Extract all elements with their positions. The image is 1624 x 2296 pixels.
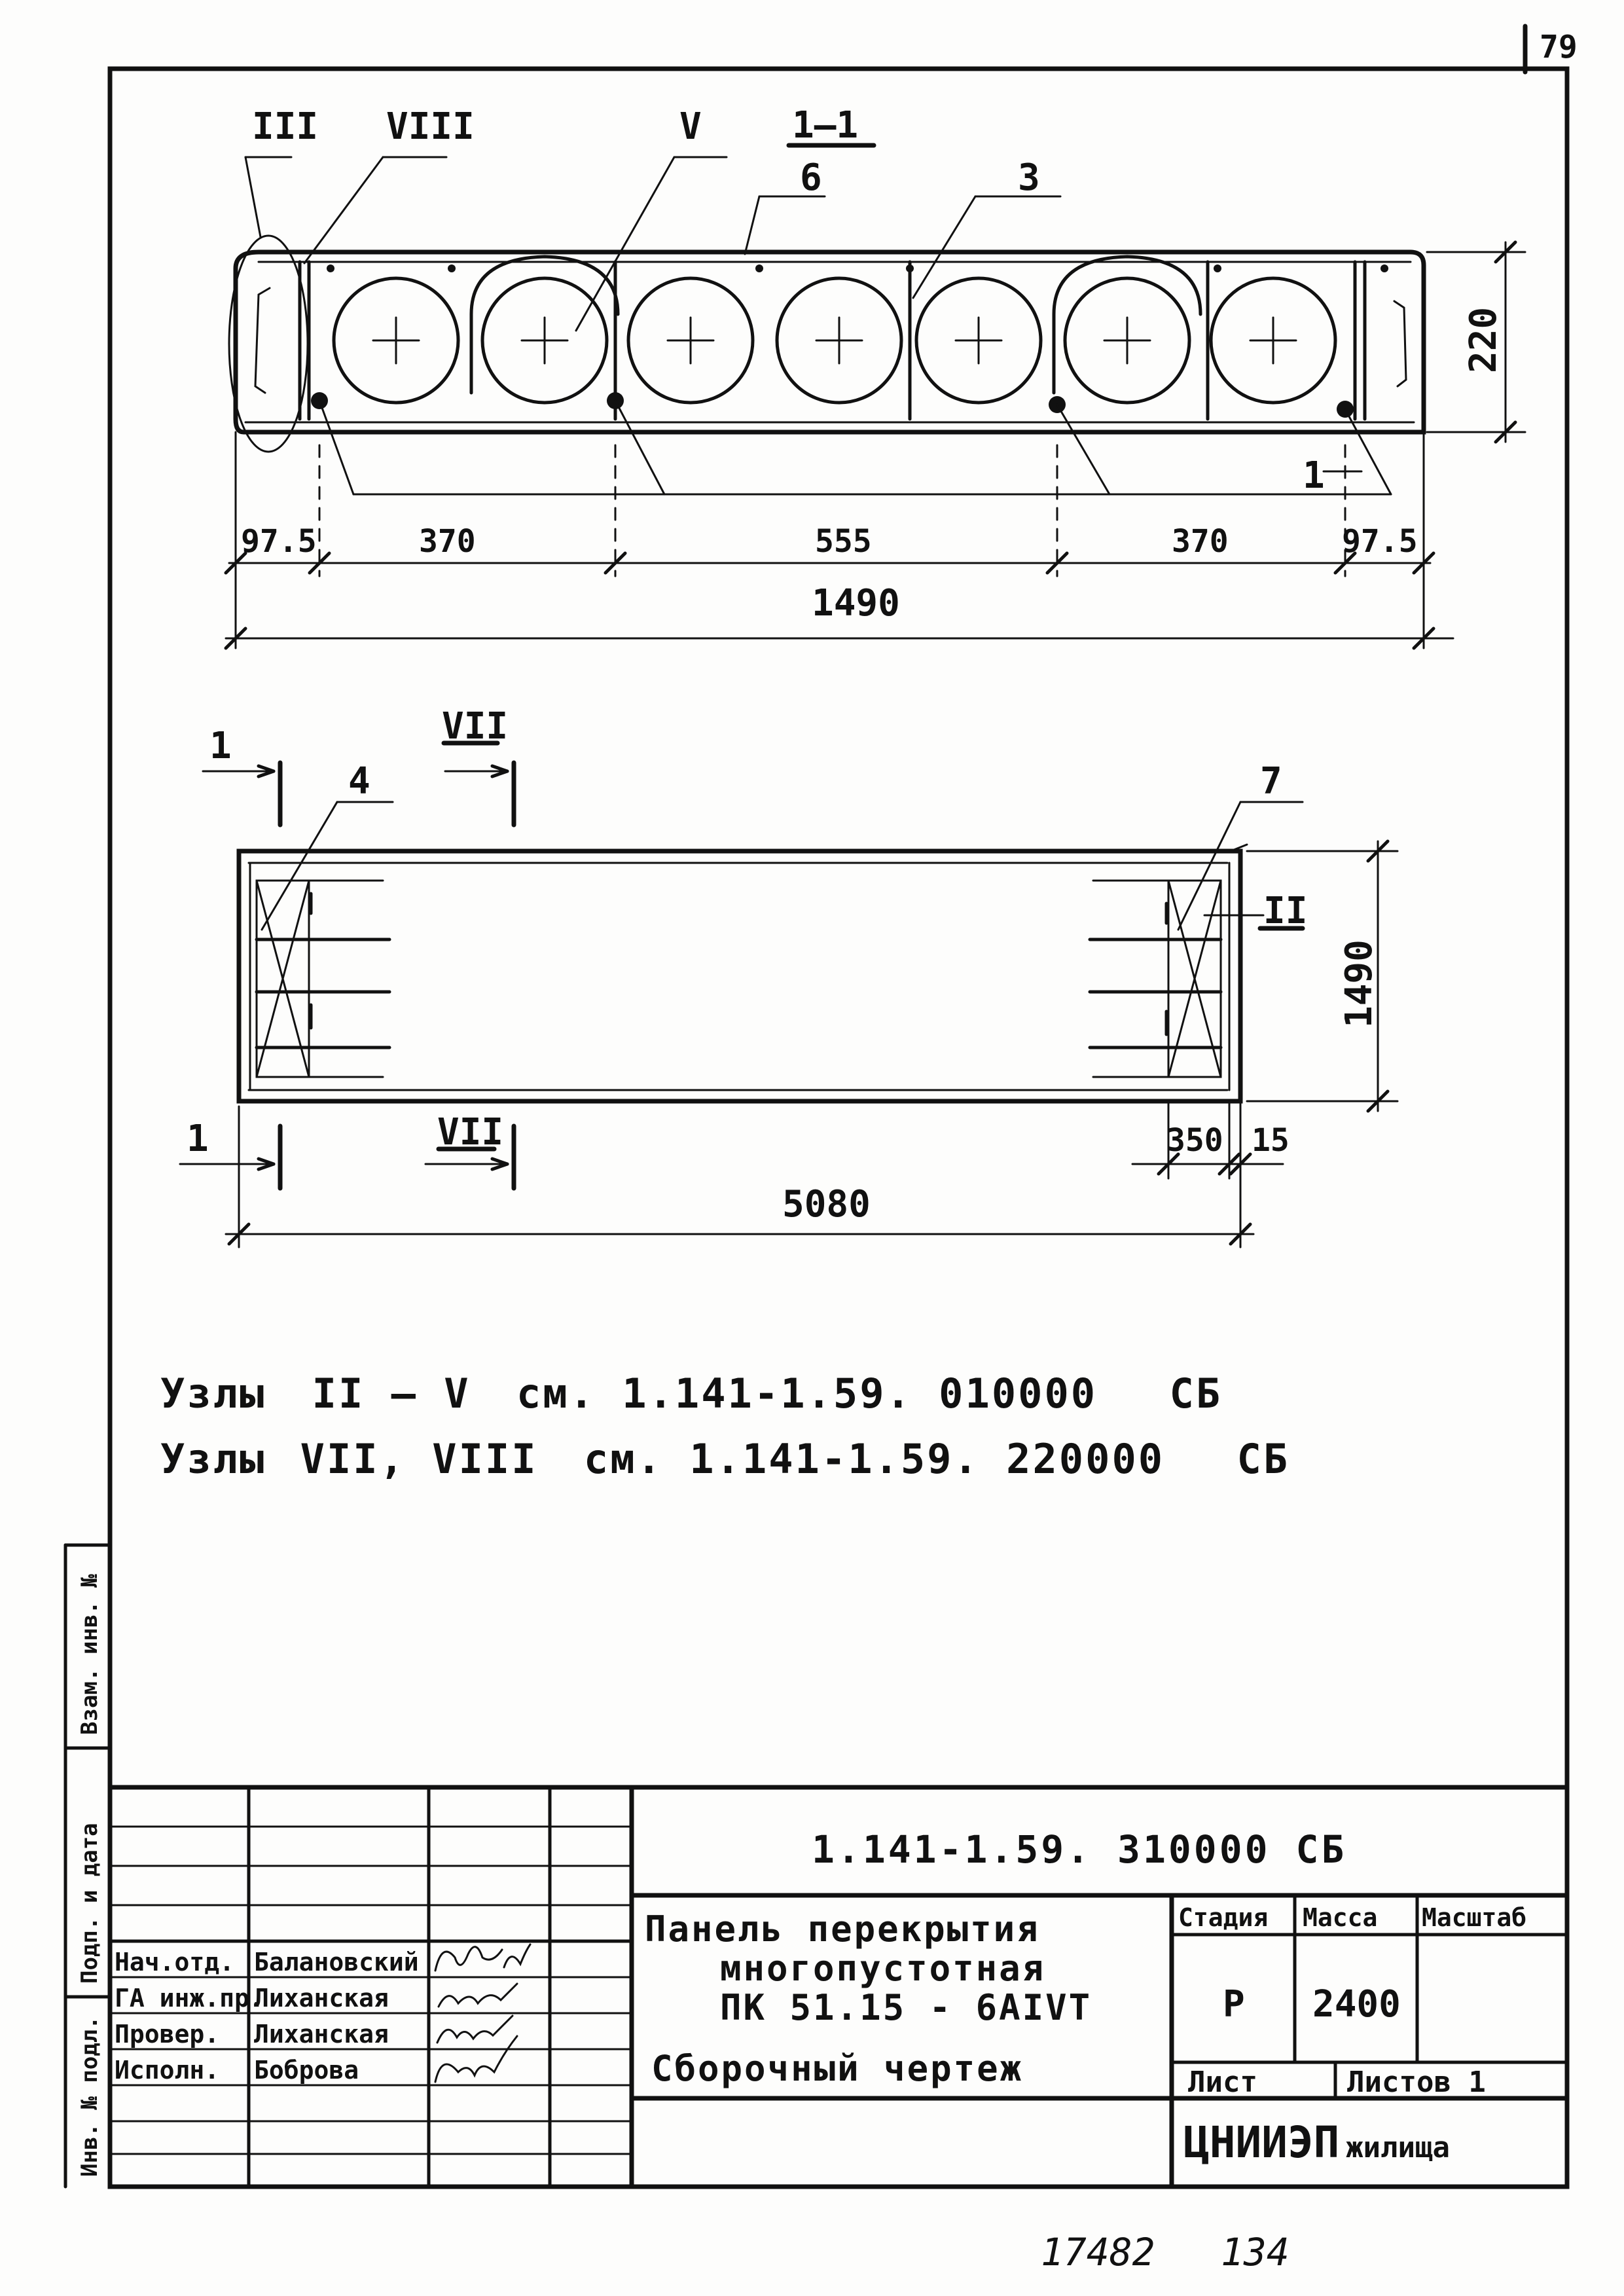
dim-left-span: 370	[419, 523, 476, 560]
signature-role: Нач.отд.	[115, 1948, 235, 1977]
note-line-2	[160, 1435, 1290, 1483]
section-height-value: 220	[1462, 306, 1505, 373]
note-prefix: Узлы	[160, 1435, 266, 1483]
plan-node-label: VII	[442, 705, 509, 748]
side-sign-date: Подп. и дата	[77, 1823, 103, 1984]
note-nodes: II – V	[312, 1370, 471, 1417]
void-5	[916, 278, 1041, 403]
signature-scribble	[435, 1944, 530, 1971]
dim-right-span: 370	[1172, 523, 1229, 560]
section-node-label: III	[252, 105, 319, 148]
void-2	[482, 278, 607, 403]
void-1	[334, 278, 458, 403]
plan-view	[180, 705, 1398, 1247]
dim-end-350: 350	[1166, 1122, 1223, 1159]
note-suffix: СБ	[1236, 1435, 1290, 1483]
handwritten-number: 17482	[1041, 2230, 1155, 2274]
side-inv-replacement: Взам. инв. №	[77, 1574, 103, 1735]
void-7	[1211, 278, 1335, 403]
plan-outline	[239, 851, 1240, 1101]
value-stage: Р	[1223, 1983, 1245, 2026]
signature-scribble	[435, 2036, 517, 2082]
sheets-count: Листов 1	[1347, 2066, 1486, 2099]
header-scale: Масштаб	[1422, 1903, 1527, 1932]
document-code: 1.141-1.59. 310000 СБ	[812, 1827, 1347, 1872]
organization-name	[1183, 2117, 1450, 2168]
header-mass: Масса	[1303, 1903, 1378, 1932]
cut-mark-label: 1	[187, 1118, 209, 1160]
callout-7: 7	[1260, 760, 1282, 803]
signature-role: ГА инж.пр.	[115, 1984, 264, 2013]
value-mass: 2400	[1312, 1983, 1401, 2026]
dim-middle-span: 555	[815, 523, 872, 560]
dim-end-15: 15	[1252, 1122, 1290, 1159]
page-number: 79	[1540, 29, 1578, 65]
callout-3: 3	[1018, 156, 1040, 199]
cut-mark-label: 1	[209, 725, 232, 767]
signature-rows	[115, 1944, 530, 2085]
note-line-1	[160, 1370, 1222, 1417]
plan-node-label: II	[1263, 890, 1308, 932]
sheet-label: Лист	[1188, 2066, 1257, 2099]
note-prefix: Узлы	[160, 1370, 266, 1417]
void-circles	[334, 278, 1335, 403]
section-leaders	[245, 157, 1391, 494]
title-line-1: Панель перекрытия	[645, 1908, 1040, 1950]
callout-4: 4	[348, 760, 370, 803]
void-4	[777, 278, 901, 403]
node-iii-highlight	[229, 236, 308, 452]
section-overall-width: 1490	[812, 582, 900, 625]
note-ref: см. 1.141-1.59. 220000	[583, 1435, 1165, 1483]
node-references	[160, 1370, 1290, 1483]
plan-height-value: 1490	[1338, 939, 1380, 1028]
signature-role: Провер.	[115, 2020, 220, 2049]
title-line-2: многопустотная	[720, 1948, 1046, 1989]
signature-scribble	[437, 2016, 513, 2043]
title-subtitle: Сборочный чертеж	[651, 2048, 1024, 2089]
plan-mesh-right	[1090, 881, 1221, 1077]
note-ref: см. 1.141-1.59. 010000	[516, 1370, 1098, 1417]
void-3	[628, 278, 753, 403]
organization-sub: жилища	[1346, 2131, 1451, 2164]
dim-right-edge: 97.5	[1342, 523, 1418, 560]
plan-overall-length: 5080	[782, 1183, 871, 1226]
organization-main: ЦНИИЭП	[1183, 2117, 1340, 2168]
dim-left-edge: 97.5	[241, 523, 317, 560]
callout-6: 6	[800, 156, 822, 199]
signature-name: Лиханская	[254, 2020, 389, 2049]
callout-1: 1	[1303, 454, 1325, 497]
signature-name: Балановский	[254, 1948, 419, 1977]
signature-name: Лиханская	[254, 1984, 389, 2013]
section-node-label: VIII	[386, 105, 475, 148]
note-nodes: VII, VIII	[300, 1435, 538, 1483]
plan-node-label: VII	[437, 1111, 504, 1154]
signature-role: Исполн.	[115, 2056, 220, 2085]
void-6	[1065, 278, 1189, 403]
section-title: 1–1	[792, 104, 859, 147]
plan-mesh-left	[257, 881, 389, 1077]
note-suffix: СБ	[1169, 1370, 1223, 1417]
header-stage: Стадия	[1178, 1903, 1269, 1932]
signature-scribble	[439, 1984, 517, 2007]
end-groove-left	[255, 288, 270, 393]
end-groove-right	[1394, 301, 1406, 386]
section-view	[226, 104, 1525, 648]
signature-name: Боброва	[254, 2056, 359, 2085]
handwritten-number: 134	[1221, 2230, 1290, 2274]
side-inv-original: Инв. № подл.	[77, 2016, 103, 2177]
section-node-label: V	[679, 105, 702, 148]
title-line-3: ПК 51.15 - 6АIVТ	[720, 1987, 1092, 2028]
plan-length-dimension	[226, 1106, 1254, 1247]
